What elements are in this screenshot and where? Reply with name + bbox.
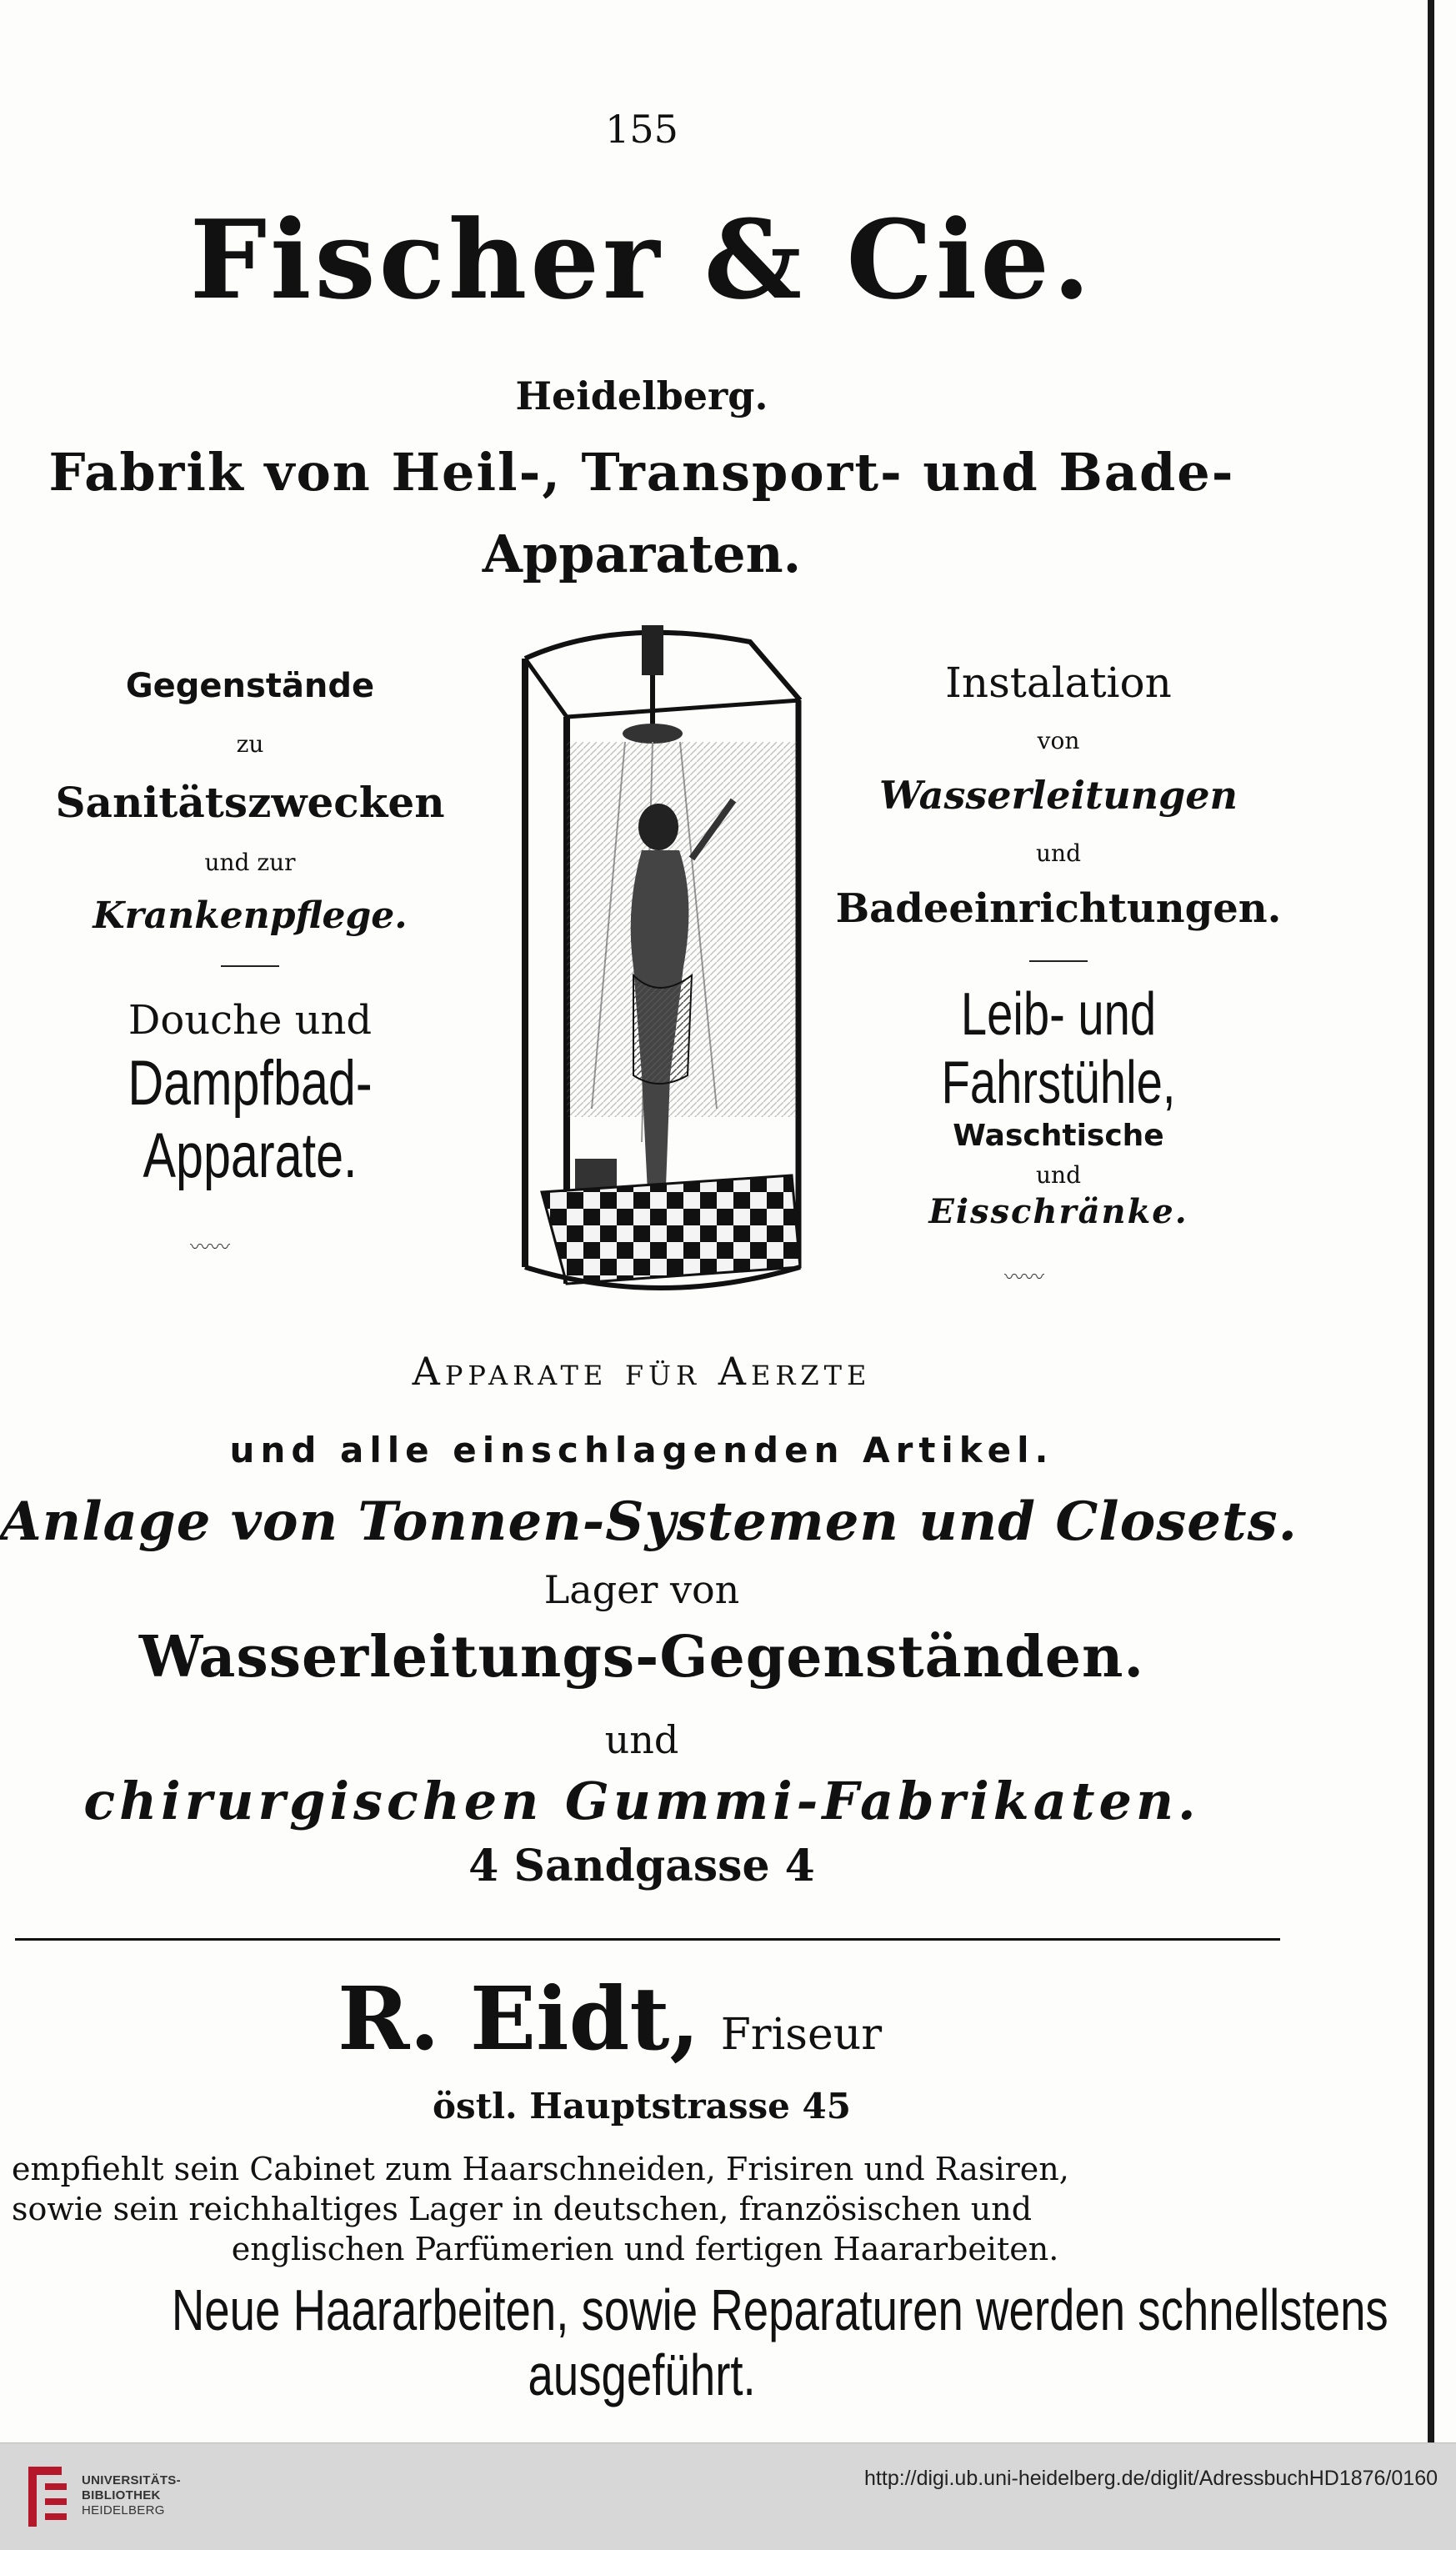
eidt-address: östl. Hauptstrasse 45 [433,2086,851,2127]
eidt-body-line-3: englischen Parfümerien und fertigen Haararbeiten. [231,2231,1059,2267]
right-divider [1029,960,1088,962]
eidt-header [338,1967,882,2070]
eidt-body-line-1: empfiehlt sein Cabinet zum Haarschneiden, Frisiren und Rasiren, [12,2151,1069,2187]
company-city: Heidelberg. [515,373,768,418]
left-line-4: und zur [204,849,296,876]
right-line-6: Leib- und Fahrstühle, [941,981,1176,1116]
logo-line-1: UNIVERSITÄTS- [82,2473,181,2487]
eidt-closing-2: ausgeführt. [528,2342,756,2407]
left-divider [221,965,279,967]
page-number: 155 [605,107,678,152]
right-column [825,659,1292,1231]
artikel-line: und alle einschlagenden Artikel. [229,1430,1054,1470]
eidt-name: R. Eidt, [338,1967,700,2070]
left-line-3: Sanitätszwecken [55,778,445,827]
eidt-closing-1: Neue Haararbeiten, sowie Reparaturen werden schnellstens [171,2277,1388,2342]
page-edge-shadow [1428,0,1434,2442]
university-library-logo-icon [17,2462,73,2532]
lager-line: Lager von [543,1567,740,1612]
right-flourish: 〰〰 [1004,1265,1044,1289]
eidt-body [12,2149,1278,2269]
right-line-4: und [1036,839,1081,867]
left-line-6: Douche und [128,997,373,1044]
right-line-9: Eisschränke. [928,1192,1188,1231]
wasserleitungs-line: Wasserleitungs-Gegenständen. [138,1624,1145,1691]
company-tagline-1: Fabrik von Heil-, Transport- und Bade- [48,442,1235,503]
eidt-trade: Friseur [720,2010,883,2060]
logo-text [82,2473,181,2518]
logo-line-2: BIBLIOTHEK [82,2488,161,2502]
und-line: und [604,1717,679,1762]
right-line-8: und [1036,1161,1081,1189]
footer-bar [0,2442,1456,2550]
company-tagline-2: Apparaten. [482,524,802,584]
left-line-1: Gegenstände [125,667,375,705]
fischer-address: 4 Sandgasse 4 [468,1841,815,1891]
left-flourish: 〰〰 [190,1235,230,1259]
logo-line-3: HEIDELBERG [82,2503,165,2517]
gummi-line: chirurgischen Gummi-Fabrikaten. [83,1771,1200,1831]
right-line-5: Badeeinrichtungen. [835,885,1282,932]
left-line-7: Dampfbad-Apparate. [128,1048,373,1191]
shower-cabinet-illustration [517,609,808,1317]
right-line-3: Wasserleitungen [879,773,1238,818]
right-line-2: von [1037,727,1080,754]
apparate-heading: Apparate für Aerzte [412,1349,872,1394]
ad-separator [15,1938,1280,1941]
right-line-7: Waschtische [953,1119,1164,1153]
company-name: Fischer & Cie. [189,196,1094,323]
anlage-line: Anlage von Tonnen-Systemen und Closets. [0,1490,1298,1553]
left-line-2: zu [236,730,264,758]
left-column [17,667,483,1192]
eidt-body-line-2: sowie sein reichhaltiges Lager in deutschen, französischen und [12,2191,1033,2227]
right-line-1: Instalation [945,659,1172,707]
left-line-5: Krankenpflege. [93,894,408,937]
source-url-link[interactable]: http://digi.ub.uni-heidelberg.de/diglit/AdressbuchHD1876/0160 [864,2467,1438,2490]
